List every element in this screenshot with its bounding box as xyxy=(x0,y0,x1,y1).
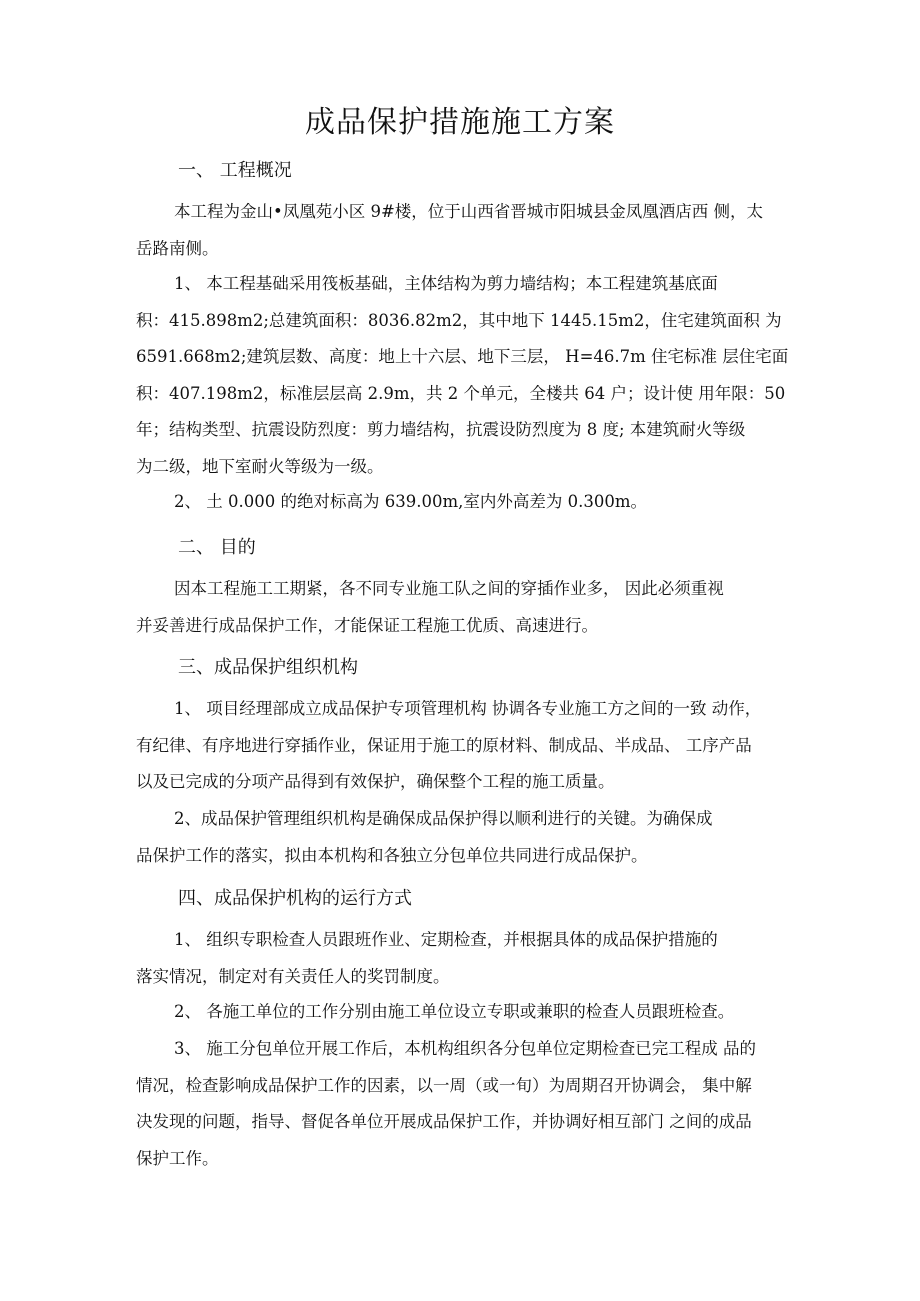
paragraph-organization-1 xyxy=(136,691,786,801)
paragraph-line: 有纪律、有序地进行穿插作业，保证用于施工的原材料、制成品、半成品、 工序产品 xyxy=(136,735,752,755)
document-title: 成品保护措施施工方案 xyxy=(305,105,615,140)
paragraph-overview-intro xyxy=(136,194,786,267)
paragraph-line: 3、 施工分包单位开展工作后，本机构组织各分包单位定期检查已完工程成 品的 xyxy=(174,1039,756,1058)
section-heading-purpose: 二、 目的 xyxy=(178,537,256,558)
paragraph-line: 2、 土 0.000 的绝对标高为 639.00m,室内外高差为 0.300m。 xyxy=(174,492,647,511)
paragraph-line: 品保护工作的落实，拟由本机构和各独立分包单位共同进行成品保护。 xyxy=(136,845,648,865)
section-heading-organization: 三、成品保护组织机构 xyxy=(178,657,358,678)
paragraph-line: 以及已完成的分项产品得到有效保护，确保整个工程的施工质量。 xyxy=(136,772,615,791)
paragraph-organization-2 xyxy=(136,801,786,874)
paragraph-line: 因本工程施工工期紧，各不同专业施工队之间的穿插作业多， 因此必须重视 xyxy=(174,579,724,598)
paragraph-line: 落实情况，制定对有关责任人的奖罚制度。 xyxy=(136,966,450,986)
paragraph-line: 1、 组织专职检查人员跟班作业、定期检查，并根据具体的成品保护措施的 xyxy=(174,930,718,949)
paragraph-line: 为二级，地下室耐火等级为一级。 xyxy=(136,456,384,476)
paragraph-purpose xyxy=(136,571,786,644)
paragraph-line: 情况，检查影响成品保护工作的因素，以一周（或一旬）为周期召开协调会， 集中解 xyxy=(136,1075,752,1095)
paragraph-line: 岳路南侧。 xyxy=(136,238,219,258)
paragraph-operation-2 xyxy=(136,994,786,1031)
paragraph-line: 本工程为金山•凤凰苑小区 9#楼，位于山西省晋城市阳城县金凤凰酒店西 侧，太 xyxy=(174,202,764,221)
paragraph-overview-elevation xyxy=(136,484,786,521)
paragraph-line: 积：415.898m2;总建筑面积：8036.82m2，其中地下 1445.15m2，住宅建筑面积 为 xyxy=(136,310,782,330)
paragraph-operation-3 xyxy=(136,1031,786,1177)
paragraph-line: 2、 各施工单位的工作分别由施工单位设立专职或兼职的检查人员跟班检查。 xyxy=(174,1002,735,1021)
section-heading-operation: 四、成品保护机构的运行方式 xyxy=(178,888,412,909)
paragraph-line: 2、成品保护管理组织机构是确保成品保护得以顺利进行的关键。为确保成 xyxy=(174,809,713,828)
paragraph-line: 决发现的问题，指导、督促各单位开展成品保护工作，并协调好相互部门 之间的成品 xyxy=(136,1112,752,1131)
section-heading-overview: 一、 工程概况 xyxy=(178,160,292,181)
paragraph-line: 年；结构类型、抗震设防烈度：剪力墙结构，抗震设防烈度为 8 度; 本建筑耐火等级 xyxy=(136,420,746,439)
paragraph-operation-1 xyxy=(136,922,786,995)
paragraph-line: 1、 项目经理部成立成品保护专项管理机构 协调各专业施工方之间的一致 动作， xyxy=(174,699,762,718)
paragraph-line: 1、 本工程基础采用筏板基础，主体结构为剪力墙结构；本工程建筑基底面 xyxy=(174,274,718,293)
paragraph-line: 并妥善进行成品保护工作，才能保证工程施工优质、高速进行。 xyxy=(136,615,598,635)
paragraph-line: 保护工作。 xyxy=(136,1148,219,1168)
paragraph-line: 6591.668m2;建筑层数、高度：地上十六层、地下三层， H=46.7m 住宅标准 层住宅面 xyxy=(136,347,789,366)
paragraph-line: 积：407.198m2，标准层层高 2.9m，共 2 个单元，全楼共 64 户；设计使 用年限：50 xyxy=(136,383,786,403)
paragraph-overview-structure xyxy=(136,266,789,485)
